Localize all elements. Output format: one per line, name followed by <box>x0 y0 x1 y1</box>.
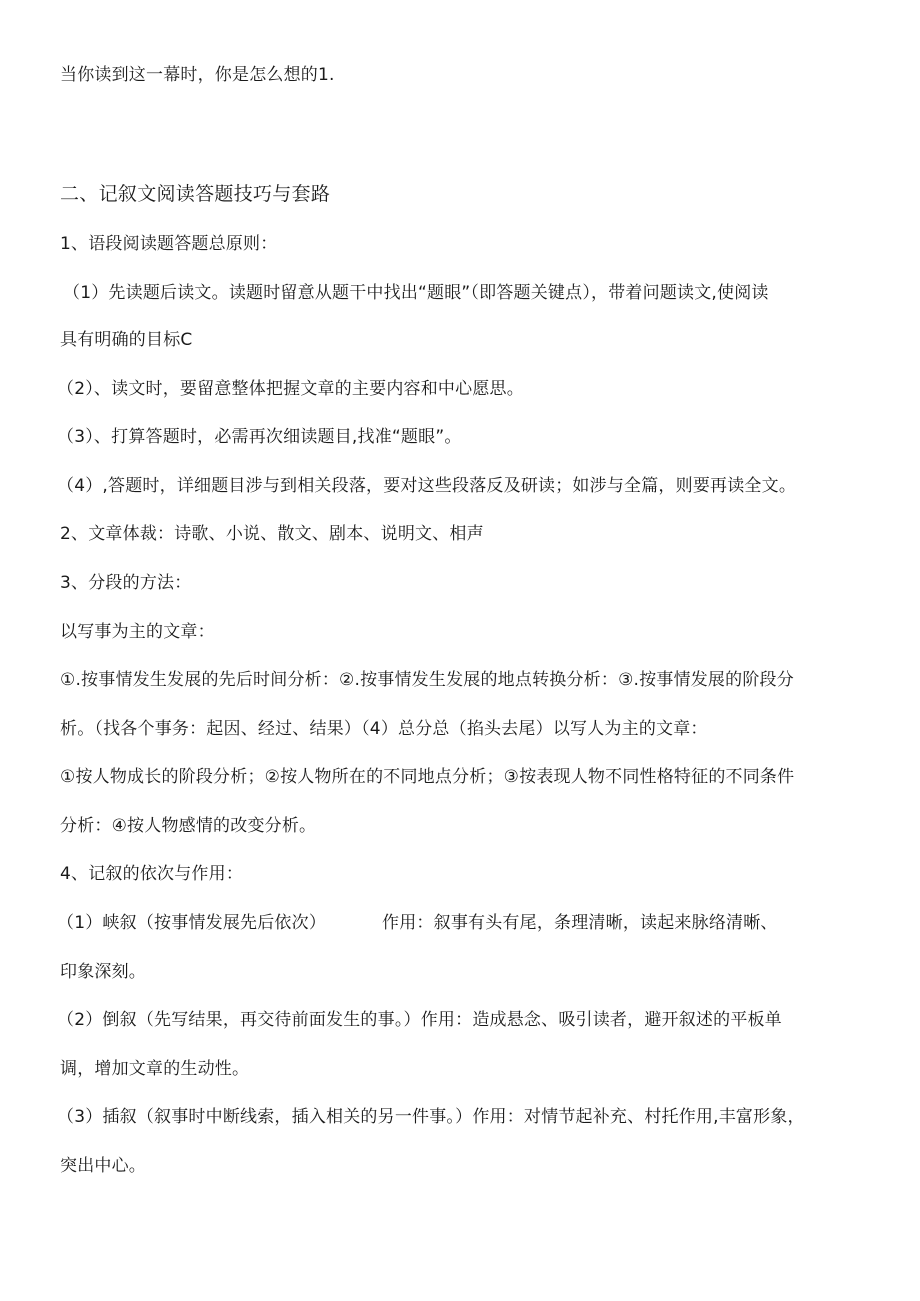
p4-item3-line1: （3）插叙（叙事时中断线索，插入相关的另一件事。）作用：对情节起补充、村托作用,丰富形象， <box>57 1107 805 1127</box>
p4-item1-label: （1）峡叙（按事情发展先后依次） <box>57 913 327 933</box>
p2-genres: 2、文章体裁：诗歌、小说、散文、剧本、说明文、相声 <box>60 524 484 544</box>
intro-line: 当你读到这一幕时，你是怎么想的1. <box>60 65 335 85</box>
p3-sub: 以写事为主的文章： <box>60 622 215 642</box>
p1-item2: （2）、读文时，要留意整体把握文章的主要内容和中心愿思。 <box>57 379 524 399</box>
p3-line1: ①.按事情发生发展的先后时间分析：②.按事情发生发展的地点转换分析：③.按事情发展的阶段分 <box>60 670 794 690</box>
p4-title: 4、记叙的依次与作用： <box>60 864 244 884</box>
p1-title: 1、语段阅读题答题总原则： <box>60 234 278 254</box>
p4-item2-line1: （2）倒叙（先写结果，再交待前面发生的事。）作用：造成悬念、吸引读者，避开叙述的平板单 <box>57 1010 782 1030</box>
p3-line2: 析。（找各个事务：起因、经过、结果）（4）总分总（掐头去尾）以写人为主的文章： <box>60 719 708 739</box>
p4-item1-line1 <box>57 911 868 935</box>
p4-item2-line2: 调，增加文章的生动性。 <box>60 1059 250 1079</box>
p3-line4: 分析：④按人物感情的改变分析。 <box>60 816 317 836</box>
p1-item1-line2: 具有明确的目标C <box>60 330 193 350</box>
p4-item1-effect: 作用：叙事有头有尾，条理清晰，读起来脉络清晰、 <box>382 913 778 933</box>
p1-item3: （3）、打算答题时，必需再次细读题目,找准“题眼”。 <box>57 427 462 447</box>
p1-item4: （4）,答题时，详细题目涉与到相关段落，要对这些段落反及研读；如涉与全篇，则要再读全文。 <box>57 476 797 496</box>
p1-item1-line1: （1）先读题后读文。读题时留意从题干中找出“题眼”（即答题关键点），带着问题读文,使阅读 <box>63 283 769 303</box>
p4-item3-line2: 突出中心。 <box>60 1156 146 1176</box>
p3-title: 3、分段的方法： <box>60 573 192 593</box>
p4-item1-line2: 印象深刻。 <box>60 962 146 982</box>
p3-line3: ①按人物成长的阶段分析；②按人物所在的不同地点分析；③按表现人物不同性格特征的不同条件 <box>60 767 795 787</box>
section-title: 二、记叙文阅读答题技巧与套路 <box>60 183 331 205</box>
